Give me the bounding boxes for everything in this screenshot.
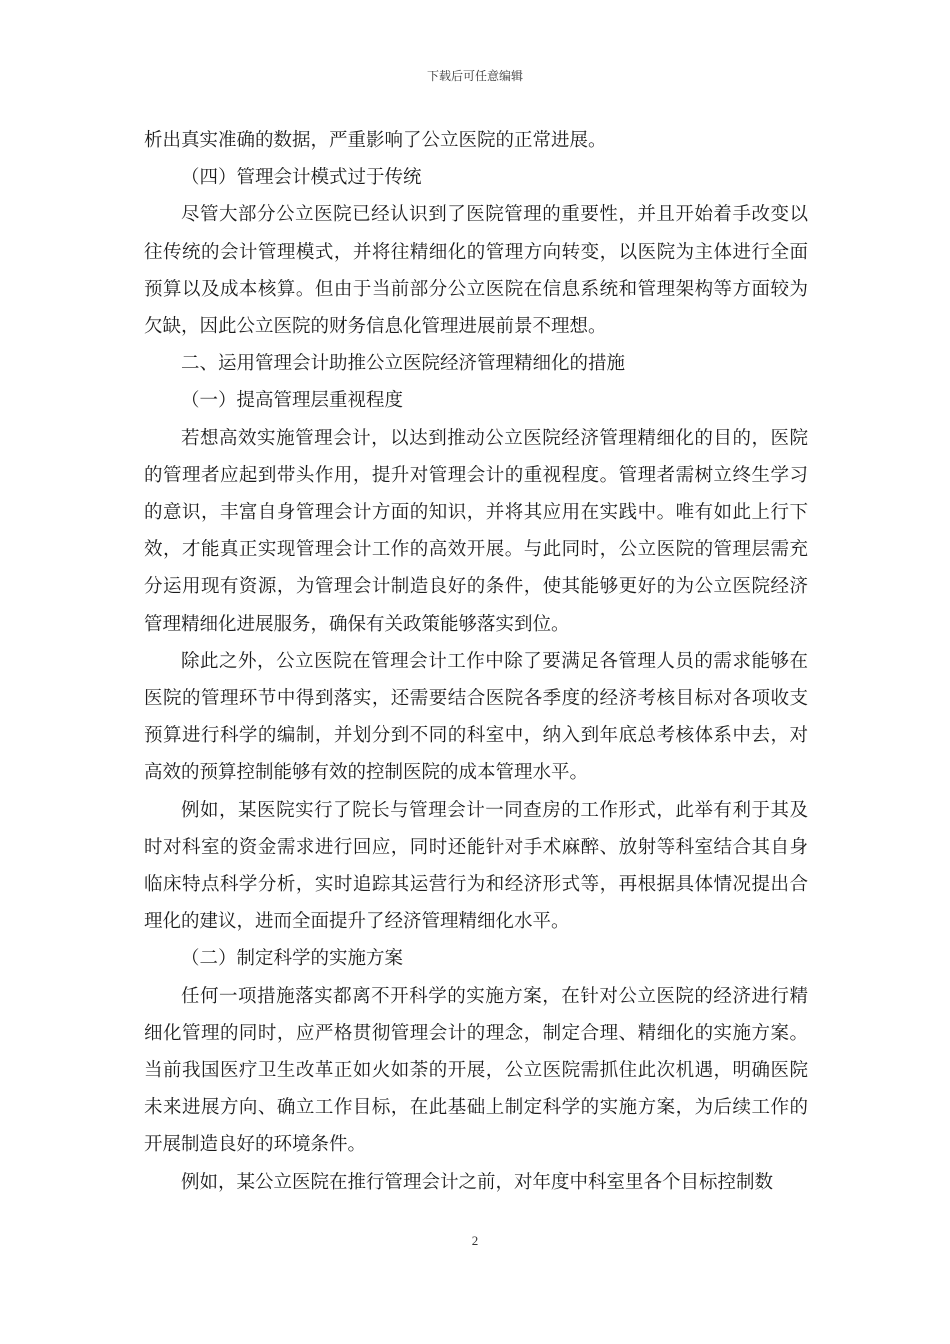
section-heading: 二、运用管理会计助推公立医院经济管理精细化的措施 (181, 353, 626, 375)
page-header: 下载后可任意编辑 (426, 69, 523, 83)
paragraph: 例如，某医院实行了院长与管理会计一同查房的工作形式，此举有利于其及时对科室的资金需求进行回应，同时还能针对手术麻醉、放射等科室结合其自身临床特点科学分析，实时追踪其运营行为和经济形式等，再根据具体情况提出合理化的建议，进而全面提升了经济管理精细化水平。 (144, 799, 808, 933)
section-heading: （四）管理会计模式过于传统 (181, 167, 422, 189)
section-heading: （一）提高管理层重视程度 (181, 390, 404, 412)
paragraph: 若想高效实施管理会计，以达到推动公立医院经济管理精细化的目的，医院的管理者应起到带头作用，提升对管理会计的重视程度。管理者需树立终生学习的意识，丰富自身管理会计方面的知识，并将其应用在实践中。唯有如此上行下效，才能真正实现管理会计工作的高效开展。与此同时，公立医院的管理层需充分运用现有资源，为管理会计制造良好的条件，使其能够更好的为公立医院经济管理精细化进展服务，确保有关政策能够落实到位。 (144, 427, 808, 635)
document-body (144, 122, 808, 1201)
paragraph: 例如，某公立医院在推行管理会计之前，对年度中科室里各个目标控制数 (181, 1171, 774, 1193)
paragraph: 任何一项措施落实都离不开科学的实施方案，在针对公立医院的经济进行精细化管理的同时，应严格贯彻管理会计的理念，制定合理、精细化的实施方案。当前我国医疗卫生改革正如火如荼的开展，公立医院需抓住此次机遇，明确医院未来进展方向、确立工作目标，在此基础上制定科学的实施方案，为后续工作的开展制造良好的环境条件。 (144, 985, 808, 1156)
paragraph: 尽管大部分公立医院已经认识到了医院管理的重要性，并且开始着手改变以往传统的会计管理模式，并将往精细化的管理方向转变，以医院为主体进行全面预算以及成本核算。但由于当前部分公立医院在信息系统和管理架构等方面较为欠缺，因此公立医院的财务信息化管理进展前景不理想。 (144, 204, 808, 338)
paragraph-continuation: 析出真实准确的数据，严重影响了公立医院的正常进展。 (144, 130, 607, 151)
paragraph: 除此之外，公立医院在管理会计工作中除了要满足各管理人员的需求能够在医院的管理环节中得到落实，还需要结合医院各季度的经济考核目标对各项收支预算进行科学的编制，并划分到不同的科室中，纳入到年底总考核体系中去，对高效的预算控制能够有效的控制医院的成本管理水平。 (144, 650, 808, 784)
page-number: 2 (471, 1233, 479, 1248)
section-heading: （二）制定科学的实施方案 (181, 948, 404, 970)
